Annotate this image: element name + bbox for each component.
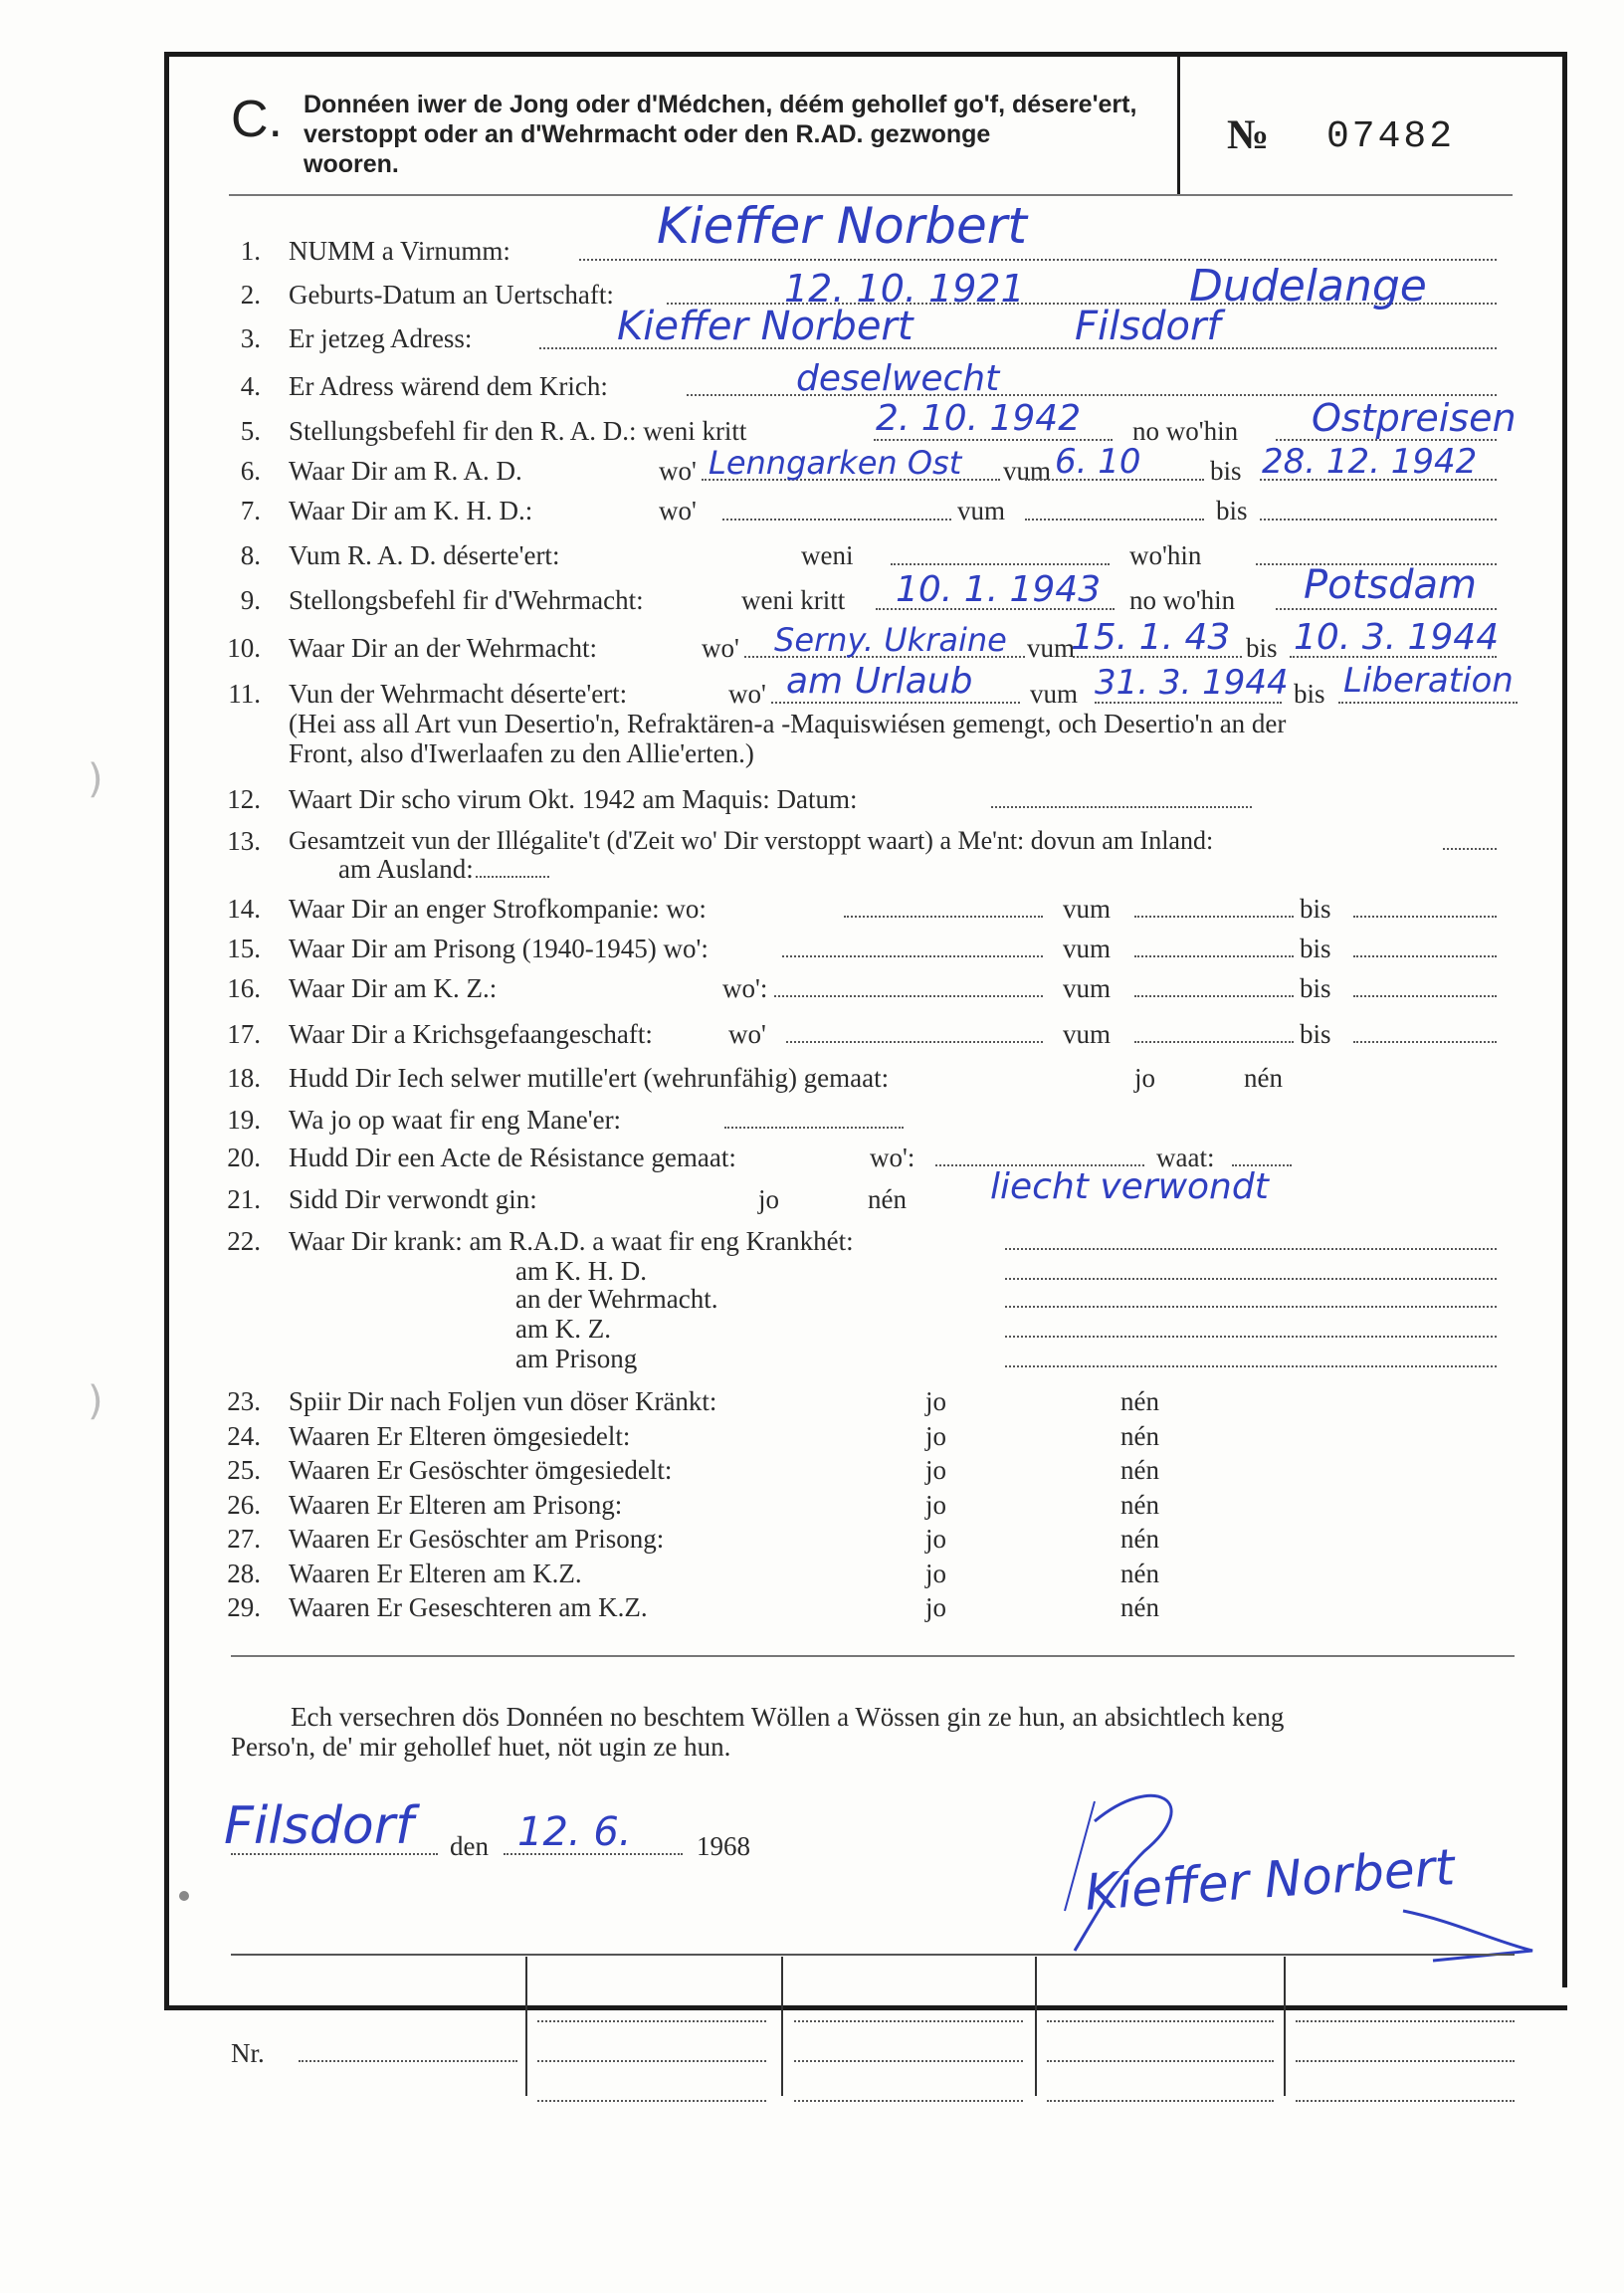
handwritten-birthdate: 12. 10. 1921 — [784, 267, 1025, 311]
header-title — [304, 90, 1149, 179]
option-nen: nén — [1120, 1490, 1159, 1520]
header-title-line: Donnéen iwer de Jong oder d'Médchen, déém gehollef go'f, désere'ert, — [304, 91, 1137, 118]
fill-line — [1134, 916, 1294, 918]
section-rule — [231, 1655, 1515, 1657]
option-nen: nén — [1120, 1421, 1159, 1451]
row-label: Hudd Dir een Acte de Résistance gemaat: — [289, 1143, 736, 1172]
row-label: Waar Dir an der Wehrmacht: — [289, 633, 598, 663]
fill-line — [722, 519, 951, 521]
row-number: 27. — [227, 1524, 261, 1554]
header-title-line: verstoppt oder an d'Wehrmacht oder den R.AD. gezwonge — [304, 120, 991, 148]
row-label: Waar Dir an enger Strofkompanie: wo: — [289, 894, 707, 924]
row-number: 17. — [227, 1019, 261, 1049]
handwritten-wehrmacht-to: 10. 3. 1944 — [1294, 617, 1500, 658]
row-label: wo': — [870, 1143, 915, 1172]
fill-line — [844, 916, 1043, 918]
fill-line — [1353, 995, 1497, 997]
table-fill-line — [1047, 2100, 1274, 2102]
punch-hole — [179, 1891, 189, 1901]
option-nen: nén — [1120, 1592, 1159, 1622]
row-sublabel: an der Wehrmacht. — [515, 1284, 718, 1314]
row-number: 4. — [240, 371, 261, 401]
row-label: wo' — [728, 1019, 766, 1049]
row-number: 24. — [227, 1421, 261, 1451]
fill-line — [1025, 519, 1204, 521]
fill-line — [782, 955, 1043, 957]
row-label: Stellongsbefehl fir d'Wehrmacht: — [289, 585, 644, 615]
number-symbol: № — [1227, 112, 1270, 158]
option-jo: jo — [758, 1184, 780, 1214]
option-jo: jo — [925, 1524, 947, 1554]
option-nen: nén — [1244, 1063, 1283, 1093]
option-jo: jo — [925, 1421, 947, 1451]
row-note: Front, also d'Iwerlaafen zu den Allie'erten.) — [289, 738, 754, 768]
handwritten-date: 12. 6. — [517, 1809, 632, 1855]
handwritten-rad-destination: Ostpreisen — [1312, 396, 1517, 440]
row-label: waat: — [1156, 1143, 1215, 1172]
row-number: 13. — [227, 826, 261, 856]
frame-bottom-border — [164, 2005, 1567, 2010]
frame-left-border — [164, 52, 169, 2010]
row-label: am Ausland: — [338, 854, 474, 884]
fill-line — [774, 995, 1043, 997]
handwritten-wehrmacht-place: Serny. Ukraine — [774, 621, 1007, 659]
option-jo: jo — [925, 1386, 947, 1416]
fill-line — [1005, 1248, 1497, 1250]
row-label: vum — [1030, 679, 1079, 709]
row-label: vum — [1063, 894, 1112, 924]
row-label: Spiir Dir nach Foljen vun döser Kränkt: — [289, 1386, 717, 1416]
handwritten-address: Kieffer Norbert — [617, 304, 914, 349]
row-label: vum — [1003, 456, 1052, 486]
fill-line — [786, 1041, 1043, 1043]
row-label: bis — [1300, 894, 1331, 924]
row-label: Geburts-Datum an Uertschaft: — [289, 280, 614, 310]
handwritten-desertion-end: Liberation — [1343, 661, 1514, 701]
row-sublabel: am K. Z. — [515, 1314, 611, 1344]
row-label: wo' — [659, 456, 697, 486]
handwritten-rad-place: Lenngarken Ost — [709, 444, 962, 482]
option-jo: jo — [925, 1490, 947, 1520]
table-divider — [781, 1957, 783, 2096]
table-divider — [1284, 1957, 1286, 2096]
row-label: Waaren Er Gesöschter ömgesiedelt: — [289, 1455, 673, 1485]
row-number: 18. — [227, 1063, 261, 1093]
row-number: 2. — [240, 280, 261, 310]
handwritten-wehrmacht-destination: Potsdam — [1304, 562, 1477, 608]
margin-mark: ) — [88, 756, 103, 802]
row-label: Waaren Er Gesöschter am Prisong: — [289, 1524, 665, 1554]
row-label: Waar Dir a Krichsgefaangeschaft: — [289, 1019, 653, 1049]
row-label: Vum R. A. D. déserte'ert: — [289, 540, 560, 570]
row-label: bis — [1294, 679, 1325, 709]
option-jo: jo — [1134, 1063, 1156, 1093]
year-label: 1968 — [697, 1831, 750, 1861]
row-label: weni — [801, 540, 854, 570]
row-number: 12. — [227, 784, 261, 814]
handwritten-wounded: liecht verwondt — [990, 1166, 1269, 1207]
row-label: vum — [1063, 973, 1112, 1003]
declaration-line: Ech versechren dös Donnéen no beschtem Wöllen a Wössen gin ze hun, an absichtlech keng — [291, 1702, 1285, 1732]
fill-line — [1338, 702, 1518, 704]
row-label: wo': — [722, 973, 768, 1003]
row-number: 8. — [240, 540, 261, 570]
fill-line — [771, 702, 1020, 704]
date-label: den — [450, 1831, 489, 1861]
row-label: Waar Dir am K. Z.: — [289, 973, 498, 1003]
row-number: 21. — [227, 1184, 261, 1214]
row-label: Gesamtzeit vun der Illégalite't (d'Zeit wo' Dir verstoppt waart) a Me'nt: dovun am Inland: — [289, 826, 1214, 855]
row-number: 7. — [240, 496, 261, 525]
table-fill-line — [1296, 2100, 1515, 2102]
row-label: Waar Dir am R. A. D. — [289, 456, 522, 486]
row-label: Waaren Er Elteren am Prisong: — [289, 1490, 623, 1520]
row-label: bis — [1300, 934, 1331, 963]
frame-top-border — [164, 52, 1567, 57]
declaration-line: Perso'n, de' mir gehollef huet, nöt ugin ze hun. — [231, 1732, 731, 1762]
fill-line — [1005, 1306, 1497, 1308]
fill-line — [1276, 608, 1497, 610]
row-number: 15. — [227, 934, 261, 963]
handwritten-rad-from: 6. 10 — [1055, 442, 1141, 482]
table-fill-line — [794, 2100, 1023, 2102]
fill-line — [1005, 1365, 1497, 1367]
handwritten-town: Filsdorf — [1075, 304, 1221, 349]
fill-line — [1353, 1041, 1497, 1043]
row-number: 6. — [240, 456, 261, 486]
fill-line — [991, 806, 1252, 808]
row-sublabel: am K. H. D. — [515, 1256, 647, 1286]
handwritten-name: Kieffer Norbert — [657, 197, 1027, 255]
row-label: Waaren Er Elteren ömgesiedelt: — [289, 1421, 631, 1451]
fill-line — [476, 876, 549, 878]
table-fill-line — [794, 2020, 1023, 2022]
row-sublabel: am Prisong — [515, 1344, 638, 1373]
handwritten-rad-to: 28. 12. 1942 — [1262, 442, 1478, 482]
margin-mark: ) — [88, 1378, 103, 1424]
footer-rule — [231, 1954, 1515, 1956]
row-label: Stellungsbefehl fir den R. A. D.: weni kritt — [289, 416, 747, 446]
row-number: 3. — [240, 323, 261, 353]
row-label: bis — [1246, 633, 1278, 663]
handwritten-wehrmacht-from: 15. 1. 43 — [1071, 617, 1231, 658]
fill-line — [1005, 1278, 1497, 1280]
table-fill-line — [537, 2100, 766, 2102]
row-number: 29. — [227, 1592, 261, 1622]
row-label: Waar Dir am K. H. D.: — [289, 496, 533, 525]
fill-line — [1353, 955, 1497, 957]
row-label: bis — [1210, 456, 1242, 486]
row-number: 11. — [228, 679, 261, 709]
fill-line — [891, 563, 1110, 565]
row-label: Waaren Er Geseschteren am K.Z. — [289, 1592, 648, 1622]
row-label: wo'hin — [1129, 540, 1202, 570]
fill-line — [299, 2060, 517, 2062]
row-number: 14. — [227, 894, 261, 924]
handwritten-rad-order-date: 2. 10. 1942 — [876, 398, 1082, 439]
row-number: 5. — [240, 416, 261, 446]
handwritten-signature: Kieffer Norbert — [1083, 1838, 1457, 1922]
row-label: wo' — [728, 679, 766, 709]
row-number: 20. — [227, 1143, 261, 1172]
header-divider — [1177, 57, 1180, 194]
handwritten-birthplace: Dudelange — [1189, 261, 1427, 312]
row-label: Wa jo op waat fir eng Mane'er: — [289, 1105, 622, 1135]
option-nen: nén — [1120, 1455, 1159, 1485]
table-fill-line — [537, 2020, 766, 2022]
row-label: Waaren Er Elteren am K.Z. — [289, 1559, 582, 1588]
header-title-line: wooren. — [304, 150, 399, 178]
row-label: NUMM a Virnumm: — [289, 236, 510, 266]
row-label: no wo'hin — [1129, 585, 1236, 615]
fill-line — [1134, 995, 1294, 997]
handwritten-desertion-place: am Urlaub — [786, 661, 973, 702]
handwritten-wehrmacht-order-date: 10. 1. 1943 — [896, 569, 1102, 610]
table-fill-line — [1296, 2060, 1515, 2062]
row-label: bis — [1300, 1019, 1331, 1049]
row-label: Waart Dir scho virum Okt. 1942 am Maquis: Datum: — [289, 784, 858, 814]
frame-right-border — [1562, 52, 1567, 1987]
row-label: weni kritt — [741, 585, 846, 615]
row-number: 25. — [227, 1455, 261, 1485]
fill-line — [1353, 916, 1497, 918]
table-fill-line — [794, 2060, 1023, 2062]
row-note: (Hei ass all Art vun Desertio'n, Refraktären-a -Maquiswiésen gemengt, och Desertio'n an der — [289, 709, 1287, 738]
handwritten-desertion-date: 31. 3. 1944 — [1095, 663, 1289, 703]
table-fill-line — [1296, 2020, 1515, 2022]
table-divider — [525, 1957, 527, 2096]
fill-line — [1260, 519, 1497, 521]
table-fill-line — [1047, 2060, 1274, 2062]
row-number: 10. — [227, 633, 261, 663]
row-label: wo' — [702, 633, 739, 663]
row-number: 26. — [227, 1490, 261, 1520]
row-label: Waar Dir am Prisong (1940-1945) wo': — [289, 934, 709, 963]
option-nen: nén — [1120, 1559, 1159, 1588]
option-jo: jo — [925, 1592, 947, 1622]
section-letter: C. — [231, 91, 283, 148]
fill-line — [1005, 1336, 1497, 1338]
option-nen: nén — [1120, 1386, 1159, 1416]
table-fill-line — [1047, 2020, 1274, 2022]
row-number: 23. — [227, 1386, 261, 1416]
header-rule — [229, 194, 1513, 196]
row-label: vum — [1063, 1019, 1112, 1049]
row-number: 9. — [240, 585, 261, 615]
row-label: Vun der Wehrmacht déserte'ert: — [289, 679, 628, 709]
row-label: no wo'hin — [1132, 416, 1239, 446]
row-label: wo' — [659, 496, 697, 525]
row-label: bis — [1216, 496, 1248, 525]
row-label: vum — [1063, 934, 1112, 963]
row-label: Er Adress wärend dem Krich: — [289, 371, 608, 401]
option-nen: nén — [868, 1184, 907, 1214]
form-number: 07482 — [1326, 115, 1456, 158]
table-fill-line — [537, 2060, 766, 2062]
row-label: Hudd Dir Iech selwer mutille'ert (wehrunfähig) gemaat: — [289, 1063, 890, 1093]
fill-line — [724, 1127, 904, 1129]
fill-line — [1134, 955, 1294, 957]
row-label: bis — [1300, 973, 1331, 1003]
fill-line — [1134, 1041, 1294, 1043]
option-jo: jo — [925, 1559, 947, 1588]
handwritten-war-address: deselwecht — [796, 358, 1000, 399]
row-label: vum — [957, 496, 1006, 525]
row-number: 22. — [227, 1226, 261, 1256]
fill-line — [1443, 848, 1497, 850]
row-number: 16. — [227, 973, 261, 1003]
option-nen: nén — [1120, 1524, 1159, 1554]
row-label: Er jetzeg Adress: — [289, 323, 473, 353]
table-divider — [1035, 1957, 1037, 2096]
row-number: 28. — [227, 1559, 261, 1588]
row-label: vum — [1027, 633, 1076, 663]
fill-line — [874, 439, 1113, 441]
row-number: 1. — [240, 236, 261, 266]
option-jo: jo — [925, 1455, 947, 1485]
signature-flourish — [1035, 1762, 1552, 1980]
row-label: Sidd Dir verwondt gin: — [289, 1184, 537, 1214]
nr-label: Nr. — [231, 2038, 265, 2068]
row-label: Waar Dir krank: am R.A.D. a waat fir eng Krankhét: — [289, 1226, 854, 1256]
handwritten-place: Filsdorf — [224, 1796, 414, 1856]
row-number: 19. — [227, 1105, 261, 1135]
